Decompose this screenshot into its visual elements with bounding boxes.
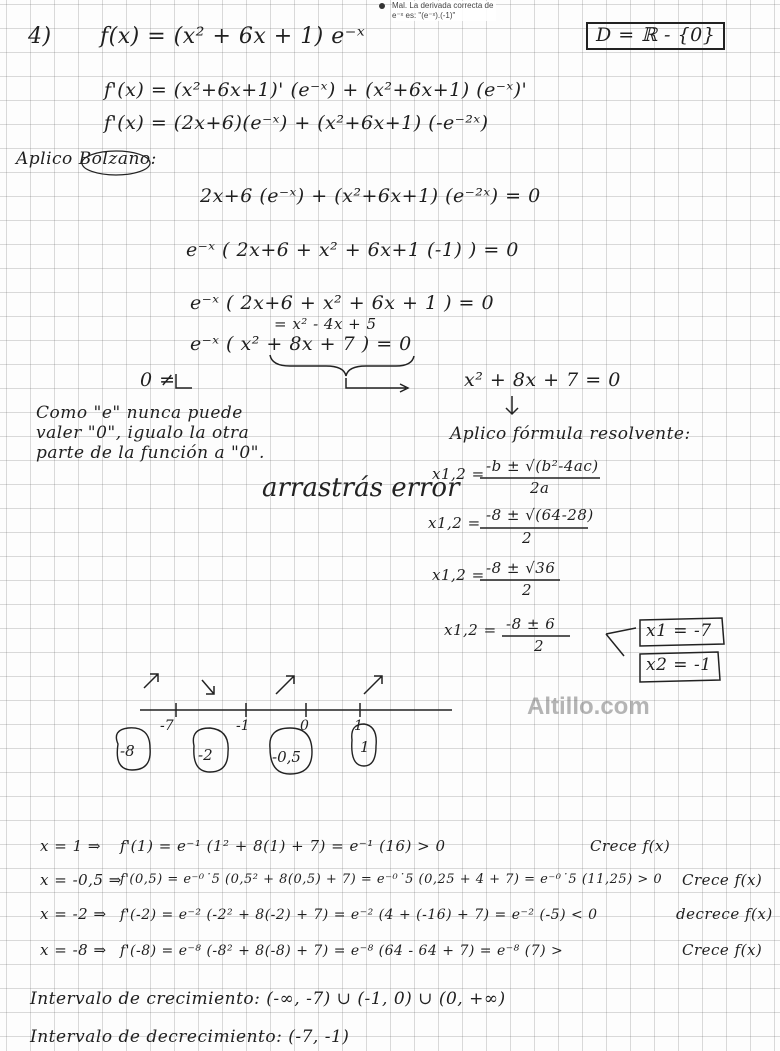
eval-expression: f'(0,5) = e⁻⁰˙5 (0,5² + 8(0,5) + 7) = e⁻⁰˙5 (0,25 + 4 + 7) = e⁻⁰˙5 (11,25) > 0 bbox=[120, 872, 663, 887]
sub1-denominator: 2 bbox=[522, 529, 533, 547]
root-2-box bbox=[640, 652, 720, 682]
general-formula-numerator: -b ± √(b²-4ac) bbox=[486, 457, 599, 475]
quadratic-equation: x² + 8x + 7 = 0 bbox=[464, 369, 621, 391]
general-formula-denominator: 2a bbox=[530, 479, 550, 497]
underbrace bbox=[270, 355, 414, 376]
eval-result: Crece f(x) bbox=[682, 941, 763, 959]
bolzano-underline-circle bbox=[82, 151, 150, 175]
sub1-numerator: -8 ± √(64-28) bbox=[486, 506, 594, 524]
tick-label: 0 bbox=[300, 718, 309, 734]
eval-point: x = -8 ⇒ bbox=[40, 941, 107, 959]
eval-expression: f'(-2) = e⁻² (-2² + 8(-2) + 7) = e⁻² (4 + (-16) + 7) = e⁻² (-5) < 0 bbox=[120, 907, 598, 923]
tick-label: -1 bbox=[236, 718, 250, 734]
watermark-logo: Altillo.com bbox=[527, 693, 650, 720]
problem-number: 4) bbox=[28, 24, 52, 49]
tick-label: -7 bbox=[160, 718, 174, 734]
sub1-lhs: x1,2 = bbox=[428, 514, 481, 532]
sub3-numerator: -8 ± 6 bbox=[506, 615, 556, 633]
test-point-label: -0,5 bbox=[272, 748, 301, 766]
test-point-label: -8 bbox=[120, 742, 135, 760]
eval-expression: f'(1) = e⁻¹ (1² + 8(1) + 7) = e⁻¹ (16) > 0 bbox=[120, 837, 446, 855]
eval-expression: f'(-8) = e⁻⁸ (-8² + 8(-8) + 7) = e⁻⁸ (64 - 64 + 7) = e⁻⁸ (7) > bbox=[120, 943, 564, 959]
eval-result: Crece f(x) bbox=[590, 837, 671, 855]
zero-bracket bbox=[176, 374, 192, 388]
bolzano-step-3: e⁻ˣ ( 2x+6 + x² + 6x + 1 ) = 0 bbox=[190, 292, 495, 314]
sub2-numerator: -8 ± √36 bbox=[486, 559, 556, 577]
bolzano-heading: Aplico Bolzano: bbox=[16, 149, 157, 169]
bolzano-step-2: e⁻ˣ ( 2x+6 + x² + 6x+1 (-1) ) = 0 bbox=[186, 239, 519, 261]
sub2-denominator: 2 bbox=[522, 581, 533, 599]
eval-point: x = -0,5 ⇒ bbox=[40, 871, 122, 889]
bolzano-step-4: e⁻ˣ ( x² + 8x + 7 ) = 0 bbox=[190, 333, 412, 355]
down-arrow-to-heading bbox=[506, 396, 518, 414]
error-scribble: arrastrás error bbox=[262, 473, 460, 503]
bolzano-step-3-note: = x² - 4x + 5 bbox=[274, 315, 377, 333]
arrow-down-icon bbox=[202, 680, 214, 694]
function-definition: f(x) = (x² + 6x + 1) e⁻ˣ bbox=[100, 24, 366, 49]
eval-result: Crece f(x) bbox=[682, 871, 763, 889]
growth-interval: Intervalo de crecimiento: (-∞, -7) ∪ (-1, 0) ∪ (0, +∞) bbox=[30, 989, 506, 1009]
test-point-label: 1 bbox=[360, 738, 370, 756]
root-1: x1 = -7 bbox=[646, 621, 712, 641]
root-2: x2 = -1 bbox=[646, 655, 712, 675]
derivative-line-1: f'(x) = (x²+6x+1)' (e⁻ˣ) + (x²+6x+1) (e⁻ˣ)' bbox=[104, 79, 528, 101]
decrease-interval: Intervalo de decrecimiento: (-7, -1) bbox=[30, 1027, 350, 1047]
derivative-line-2: f'(x) = (2x+6)(e⁻ˣ) + (x²+6x+1) (-e⁻²ˣ) bbox=[104, 112, 489, 134]
quadratic-arrow bbox=[346, 378, 408, 392]
resolvent-heading: Aplico fórmula resolvente: bbox=[450, 424, 691, 444]
root-pointer-arrow bbox=[606, 628, 636, 656]
eval-result: decrece f(x) bbox=[676, 905, 773, 923]
bolzano-step-1: 2x+6 (e⁻ˣ) + (x²+6x+1) (e⁻²ˣ) = 0 bbox=[200, 185, 541, 207]
test-point-label: -2 bbox=[198, 746, 213, 764]
domain-box: D = ℝ - {0} bbox=[586, 22, 725, 50]
root-1-box bbox=[640, 618, 724, 646]
eval-point: x = -2 ⇒ bbox=[40, 905, 107, 923]
arrow-up-icon bbox=[276, 676, 294, 694]
correction-annotation: Mal. La derivada correcta de e⁻ˣ es: "(e⁻ˣ).(-1)" bbox=[392, 1, 496, 21]
sub3-denominator: 2 bbox=[534, 637, 545, 655]
general-formula-lhs: x1,2 = bbox=[432, 465, 485, 483]
sub3-lhs: x1,2 = bbox=[444, 621, 497, 639]
sub2-lhs: x1,2 = bbox=[432, 566, 485, 584]
arrow-up-icon bbox=[364, 676, 382, 694]
explanation-line-1: Como "e" nunca puede bbox=[36, 403, 243, 423]
zero-not-equal: 0 ≠ bbox=[140, 369, 176, 391]
tick-label: 1 bbox=[354, 718, 363, 734]
arrow-up-icon bbox=[144, 674, 158, 688]
eval-point: x = 1 ⇒ bbox=[40, 837, 101, 855]
explanation-line-3: parte de la función a "0". bbox=[36, 443, 265, 463]
explanation-line-2: valer "0", igualo la otra bbox=[36, 423, 250, 443]
